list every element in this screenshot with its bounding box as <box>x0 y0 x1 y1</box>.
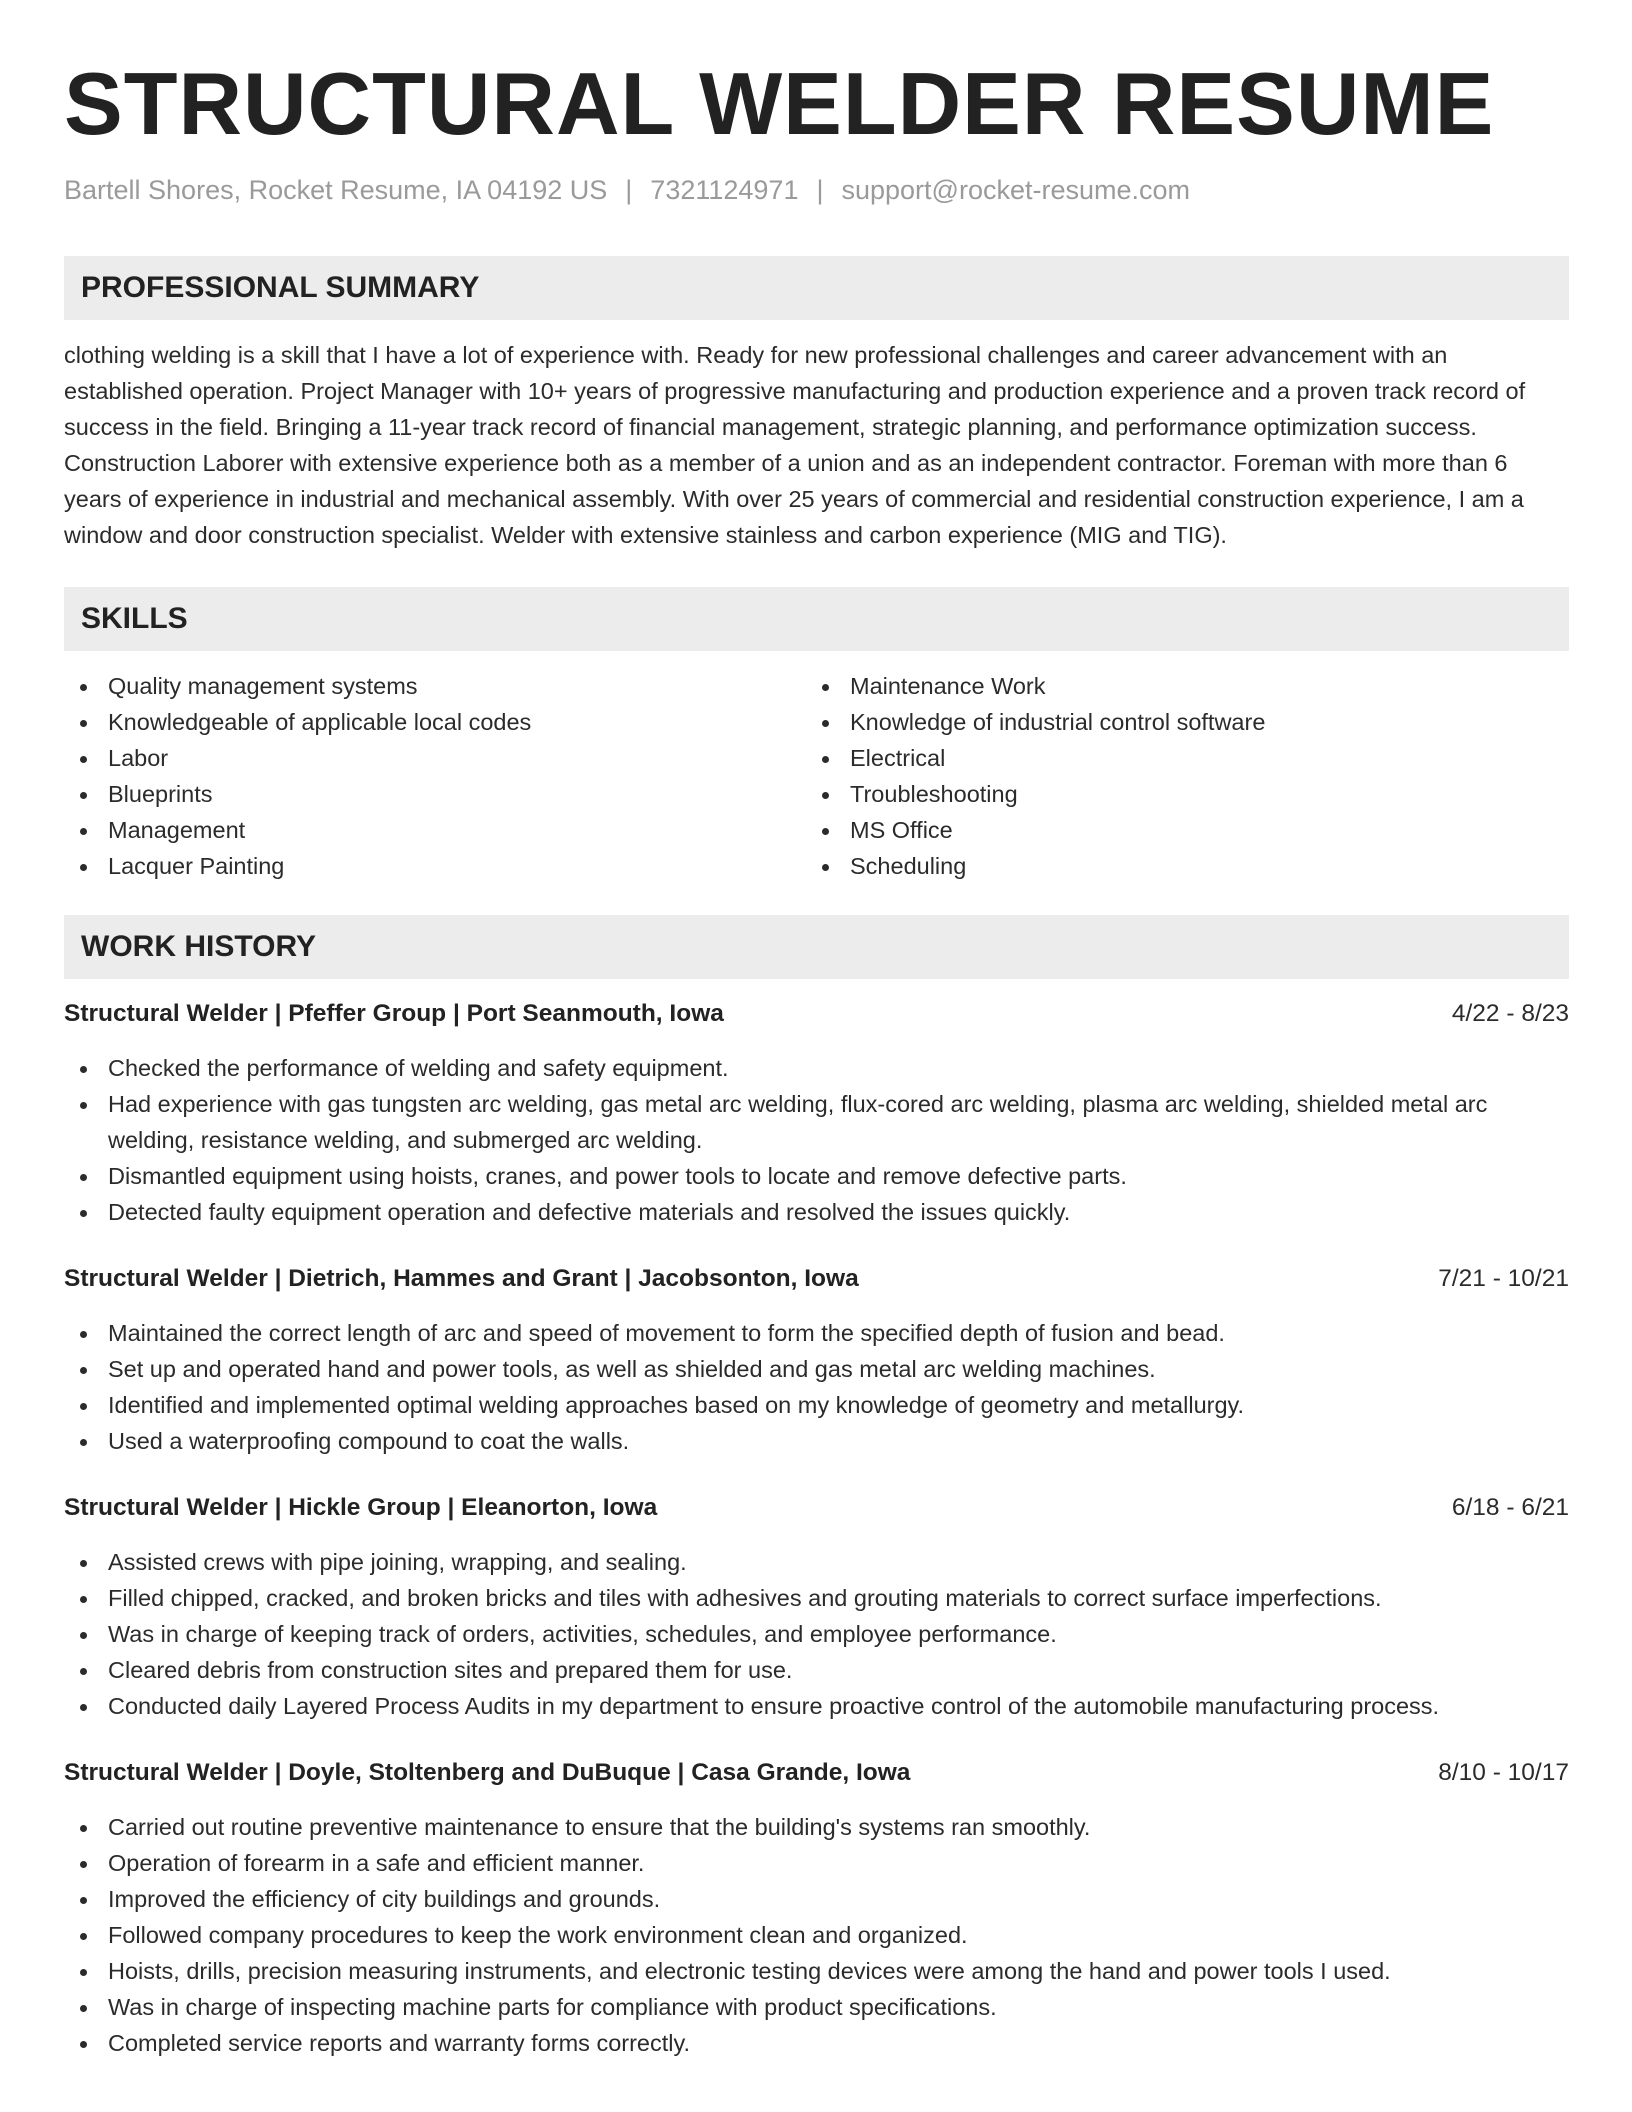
contact-email: support@rocket-resume.com <box>841 175 1191 205</box>
job-header <box>64 1261 1569 1297</box>
list-item: Set up and operated hand and power tools, as well as shielded and gas metal arc welding machines. <box>64 1351 1569 1387</box>
list-item: Improved the efficiency of city buildings and grounds. <box>64 1881 1569 1917</box>
job-title: Structural Welder | Doyle, Stoltenberg and DuBuque | Casa Grande, Iowa <box>64 1759 911 1786</box>
list-item: Filled chipped, cracked, and broken bricks and tiles with adhesives and grouting materials to correct surface imperfections. <box>64 1580 1569 1616</box>
job-title: Structural Welder | Pfeffer Group | Port Seanmouth, Iowa <box>64 1000 724 1027</box>
list-item: Had experience with gas tungsten arc welding, gas metal arc welding, flux-cored arc welding, plasma arc welding, shielded metal arc welding, resistance welding, and submerged arc welding. <box>64 1086 1569 1158</box>
job-entry <box>64 996 1569 1230</box>
skills-column-right <box>806 668 1548 884</box>
list-item: Maintained the correct length of arc and speed of movement to form the specified depth of fusion and bead. <box>64 1315 1569 1351</box>
list-item: Followed company procedures to keep the work environment clean and organized. <box>64 1917 1569 1953</box>
work-history-list <box>64 996 1569 2061</box>
contact-phone: 7321124971 <box>650 175 799 205</box>
skills-list <box>64 668 1569 884</box>
list-item: Operation of forearm in a safe and efficient manner. <box>64 1845 1569 1881</box>
list-item: Used a waterproofing compound to coat the walls. <box>64 1423 1569 1459</box>
job-header <box>64 996 1569 1032</box>
skill-item: Electrical <box>806 740 1548 776</box>
job-dates: 8/10 - 10/17 <box>1438 1759 1569 1786</box>
list-item: Hoists, drills, precision measuring instruments, and electronic testing devices were among the hand and power tools I used. <box>64 1953 1569 1989</box>
list-item: Completed service reports and warranty forms correctly. <box>64 2025 1569 2061</box>
skill-item: Knowledge of industrial control software <box>806 704 1548 740</box>
list-item: Detected faulty equipment operation and defective materials and resolved the issues quickly. <box>64 1194 1569 1230</box>
resume-page <box>64 0 1569 2061</box>
contact-separator: | <box>625 175 633 205</box>
job-header <box>64 1755 1569 1791</box>
page-title: STRUCTURAL WELDER RESUME <box>64 54 1495 153</box>
job-header <box>64 1490 1569 1526</box>
job-dates: 4/22 - 8/23 <box>1451 1000 1569 1027</box>
job-entry <box>64 1490 1569 1724</box>
skill-item: Knowledgeable of applicable local codes <box>64 704 806 740</box>
contact-address: Bartell Shores, Rocket Resume, IA 04192 US <box>64 175 608 205</box>
job-entry <box>64 1755 1569 2061</box>
skill-item: Scheduling <box>806 848 1548 884</box>
list-item: Checked the performance of welding and safety equipment. <box>64 1050 1569 1086</box>
job-dates: 7/21 - 10/21 <box>1438 1265 1569 1292</box>
section-heading-work-history: WORK HISTORY <box>64 915 1569 979</box>
contact-line <box>64 174 1569 206</box>
section-heading-skills: SKILLS <box>64 587 1569 651</box>
list-item: Assisted crews with pipe joining, wrapping, and sealing. <box>64 1544 1569 1580</box>
skill-item: Maintenance Work <box>806 668 1548 704</box>
summary-text: clothing welding is a skill that I have a lot of experience with. Ready for new professional challenges and career advancement with an established operation. Project Manager with 10+ years of progressive manufacturing and production experience and a proven track record of success in the field. Bringing a 11-year track record of financial management, strategic planning, and performance optimization success. Construction Laborer with extensive experience both as a member of a union and as an independent contractor. Foreman with more than 6 years of experience in industrial and mechanical assembly. With over 25 years of commercial and residential construction experience, I am a window and door construction specialist. Welder with extensive stainless and carbon experience (MIG and TIG). <box>64 342 1526 548</box>
skill-item: Lacquer Painting <box>64 848 806 884</box>
list-item: Cleared debris from construction sites and prepared them for use. <box>64 1652 1569 1688</box>
skill-item: MS Office <box>806 812 1548 848</box>
list-item: Was in charge of inspecting machine parts for compliance with product specifications. <box>64 1989 1569 2025</box>
skill-item: Management <box>64 812 806 848</box>
list-item: Carried out routine preventive maintenance to ensure that the building's systems ran smoothly. <box>64 1809 1569 1845</box>
list-item: Identified and implemented optimal welding approaches based on my knowledge of geometry and metallurgy. <box>64 1387 1569 1423</box>
job-dates: 6/18 - 6/21 <box>1451 1494 1569 1521</box>
skill-item: Labor <box>64 740 806 776</box>
job-entry <box>64 1261 1569 1459</box>
job-title: Structural Welder | Dietrich, Hammes and Grant | Jacobsonton, Iowa <box>64 1265 859 1292</box>
job-bullets <box>64 1050 1569 1230</box>
contact-separator: | <box>816 175 824 205</box>
job-bullets <box>64 1544 1569 1724</box>
skill-item: Blueprints <box>64 776 806 812</box>
job-title: Structural Welder | Hickle Group | Eleanorton, Iowa <box>64 1494 658 1521</box>
skill-item: Quality management systems <box>64 668 806 704</box>
skill-item: Troubleshooting <box>806 776 1548 812</box>
list-item: Conducted daily Layered Process Audits in my department to ensure proactive control of the automobile manufacturing process. <box>64 1688 1569 1724</box>
skills-column-left <box>64 668 806 884</box>
list-item: Was in charge of keeping track of orders, activities, schedules, and employee performance. <box>64 1616 1569 1652</box>
job-bullets <box>64 1809 1569 2061</box>
job-bullets <box>64 1315 1569 1459</box>
list-item: Dismantled equipment using hoists, cranes, and power tools to locate and remove defective parts. <box>64 1158 1569 1194</box>
section-heading-summary: PROFESSIONAL SUMMARY <box>64 256 1569 320</box>
